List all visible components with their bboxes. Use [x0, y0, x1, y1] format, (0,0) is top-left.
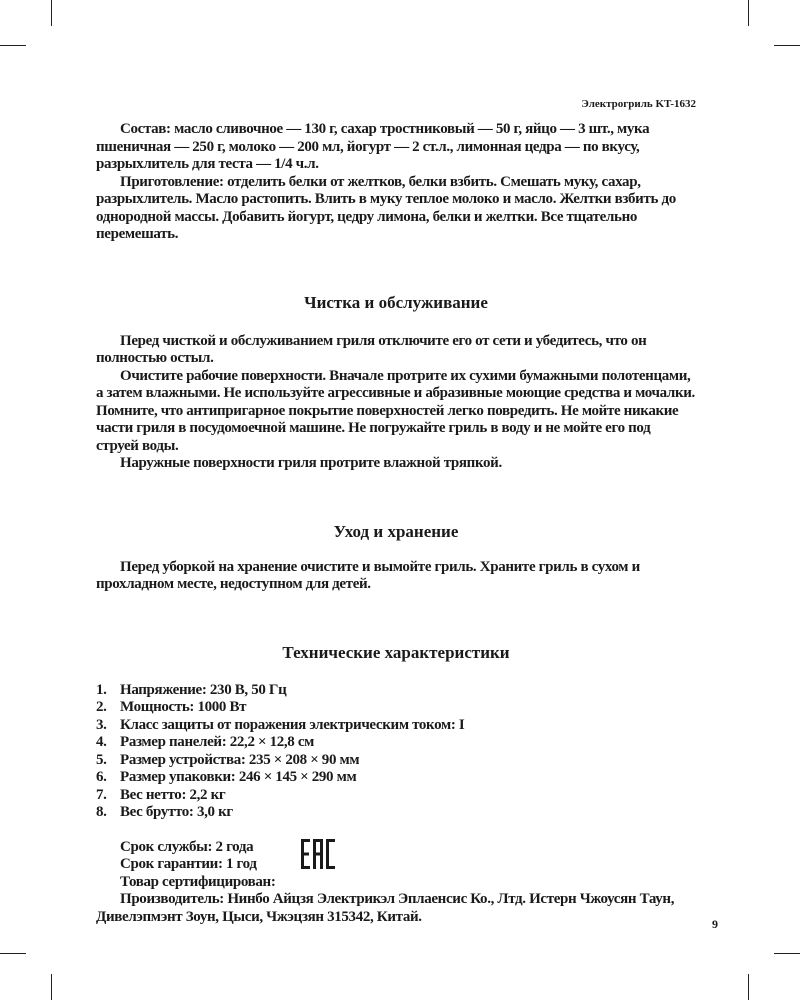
cleaning-paragraph-2: Очистите рабочие поверхности. Вначале протрите их сухими бумажными полотенцами, а затем влажными. Не используйте агрессивные и абразивные моющие средства и мочалки. Помните, что антипригарное покрытие поверхностей легко повредить. Не мойте никакие части гриля в посудомоечной машине. Не погружайте гриль в воду и не мойте его под струей воды.: [96, 367, 695, 454]
crop-mark: [748, 974, 749, 1000]
crop-mark: [51, 0, 52, 26]
spec-number: 8.: [96, 804, 107, 820]
spec-text: Размер упаковки: 246 × 145 × 290 мм: [120, 769, 357, 785]
service-life: Срок службы: 2 года: [120, 838, 254, 855]
spec-text: Размер панелей: 22,2 × 12,8 см: [120, 734, 315, 750]
page-number: 9: [712, 917, 718, 931]
spec-item: [96, 699, 696, 717]
spec-number: 1.: [96, 681, 107, 698]
spec-text: Вес нетто: 2,2 кг: [120, 786, 226, 803]
spec-text: Класс защиты от поражения электрическим током: I: [120, 716, 465, 733]
recipe-preparation: Приготовление: отделить белки от желтков, белки взбить. Смешать муку, сахар, разрыхлитель. Масло растопить. Влить в муку теплое молоко и масло. Желтки взбить до однородной массы. Добавить йогурт, цедру лимона, белки и желтки. Все тщательно перемешать.: [96, 173, 676, 242]
spec-item: [96, 804, 696, 822]
spec-text: Размер устройства: 235 × 208 × 90 мм: [120, 751, 360, 768]
cleaning-paragraph-1: Перед чисткой и обслуживанием гриля отключите его от сети и убедитесь, что он полностью остыл.: [96, 332, 647, 366]
crop-mark: [774, 953, 800, 954]
recipe-ingredients: Состав: масло сливочное — 130 г, сахар тростниковый — 50 г, яйцо — 3 шт., мука пшеничная — 250 г, молоко — 200 мл, йогурт — 2 ст.л., лимонная цедра — по вкусу, разрыхлитель для теста — 1/4 ч.л.: [96, 121, 650, 172]
crop-mark: [0, 953, 26, 954]
running-header: Электрогриль KT-1632: [581, 98, 696, 110]
warranty-period: Срок гарантии: 1 год: [120, 856, 257, 872]
manufacturer-info: Производитель: Нинбо Айцзя Электрикэл Эплаенсис Ко., Лтд. Истерн Чжоусян Таун, Дивелэпмэнт Зоун, Цыси, Чжэцзян 315342, Китай.: [96, 891, 675, 925]
cleaning-heading: Чистка и обслуживание: [304, 292, 488, 312]
spec-number: 4.: [96, 734, 107, 750]
specs-list: [96, 682, 696, 822]
certification-note: Товар сертифицирован:: [120, 873, 276, 890]
spec-number: 7.: [96, 786, 107, 803]
spec-text: Мощность: 1000 Вт: [120, 699, 247, 715]
spec-text: Вес брутто: 3,0 кг: [120, 804, 233, 820]
spec-number: 2.: [96, 699, 107, 715]
spec-item: [96, 682, 696, 700]
spec-number: 3.: [96, 716, 107, 733]
eac-icon: [300, 838, 336, 870]
spec-item: [96, 752, 696, 770]
spec-number: 6.: [96, 769, 107, 785]
spec-text: Напряжение: 230 В, 50 Гц: [120, 681, 287, 698]
crop-mark: [774, 45, 800, 46]
crop-mark: [0, 45, 26, 46]
spec-item: [96, 734, 696, 752]
storage-heading: Уход и хранение: [333, 521, 459, 541]
certification-block: [96, 839, 696, 927]
crop-mark: [51, 974, 52, 1000]
page-content: [96, 121, 696, 926]
spec-item: [96, 787, 696, 805]
crop-mark: [748, 0, 749, 26]
spec-item: [96, 769, 696, 787]
specs-heading: Технические характеристики: [282, 642, 510, 662]
cleaning-paragraph-3: Наружные поверхности гриля протрите влажной тряпкой.: [120, 455, 502, 471]
storage-paragraph-1: Перед уборкой на хранение очистите и вымойте гриль. Храните гриль в сухом и прохладном месте, недоступном для детей.: [96, 558, 640, 592]
spec-number: 5.: [96, 751, 107, 768]
spec-item: [96, 717, 696, 735]
